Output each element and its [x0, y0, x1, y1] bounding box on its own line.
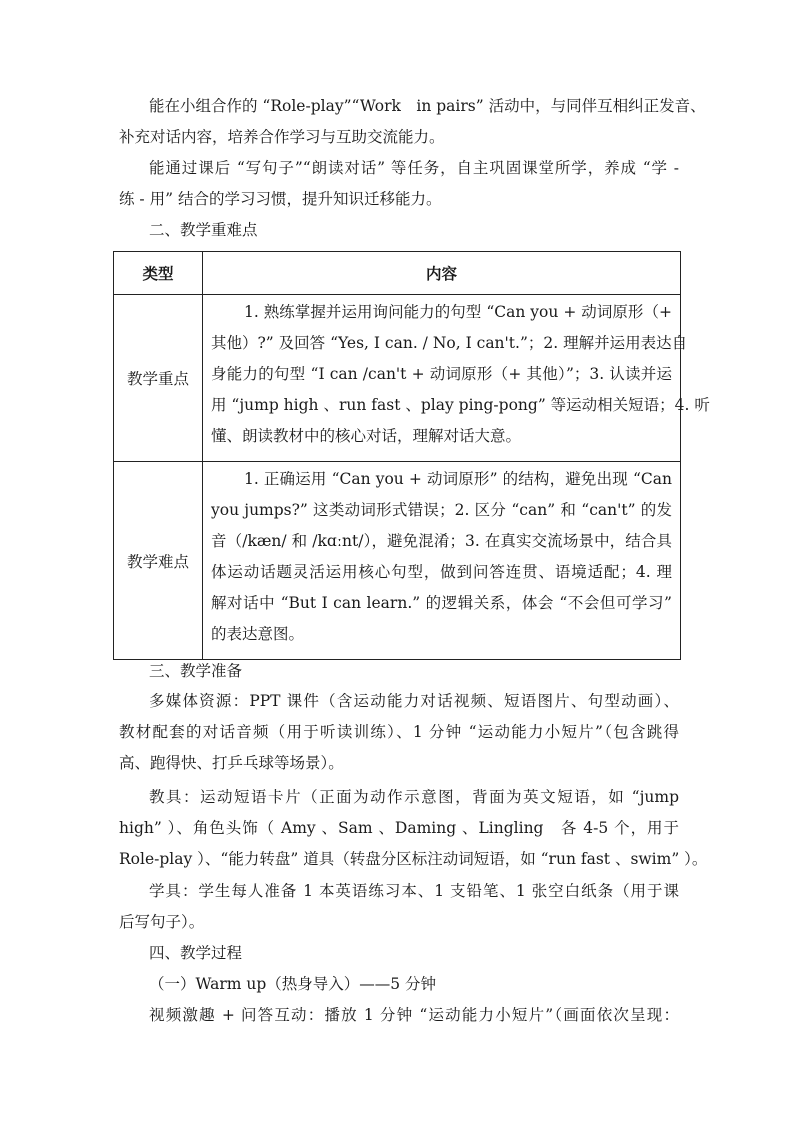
paragraph-line: 练 - 用” 结合的学习习惯，提升知识迁移能力。 — [119, 190, 442, 208]
paragraph-line: 补充对话内容，培养合作学习与互助交流能力。 — [119, 128, 445, 146]
key-points-table — [113, 251, 710, 660]
row-type-cell: 教学重点 — [114, 295, 203, 462]
cell-line: 用 “jump high 、run fast 、play ping-pong” 等运动相关短语；4. 听 — [211, 396, 710, 414]
cell-line: 其他）?” 及回答 “Yes, I can. / No, I can't.”；2. 理解并运用表达自 — [211, 334, 688, 352]
cell-line: 解对话中 “But I can learn.” 的逻辑关系，体会 “不会但可学习” — [211, 594, 672, 612]
cell-line: 懂、朗读教材中的核心对话，理解对话大意。 — [211, 427, 522, 445]
cell-line: 音（/kæn/ 和 /kɑːnt/），避免混淆；3. 在真实交流场景中，结合具 — [211, 532, 672, 550]
table-row — [114, 462, 681, 660]
paragraph-line: 能在小组合作的 “Role-play”“Work in pairs” 活动中，与同伴互相纠正发音、 — [149, 97, 706, 115]
cell-line: 1. 正确运用 “Can you + 动词原形” 的结构，避免出现 “Can — [244, 470, 672, 488]
section-heading: 四、教学过程 — [149, 944, 243, 962]
table-header-content: 内容 — [203, 252, 681, 295]
table-header-row — [114, 252, 681, 295]
cell-line: you jumps?” 这类动词形式错误；2. 区分 “can” 和 “can't” 的发 — [211, 501, 672, 519]
section-heading: 三、教学准备 — [149, 662, 243, 680]
table-header-type: 类型 — [114, 252, 203, 295]
row-type-cell: 教学难点 — [114, 462, 203, 660]
paragraph-line: 多媒体资源：PPT 课件（含运动能力对话视频、短语图片、句型动画）、 — [149, 692, 679, 710]
row-content-cell — [203, 462, 681, 660]
paragraph-line: 视频激趣 + 问答互动：播放 1 分钟 “运动能力小短片”（画面依次呈现： — [149, 1006, 679, 1024]
cell-line: 体运动话题灵活运用核心句型，做到问答连贯、语境适配；4. 理 — [211, 563, 672, 581]
paragraph-line: 学具：学生每人准备 1 本英语练习本、1 支铅笔、1 张空白纸条（用于课 — [149, 882, 679, 900]
row-content-cell — [203, 295, 710, 462]
cell-line: 的表达意图。 — [211, 625, 305, 643]
paragraph-line: high” ）、角色头饰（ Amy 、Sam 、Daming 、Lingling 各 4-5 个，用于 — [119, 819, 679, 837]
paragraph-line: 教材配套的对话音频（用于听读训练）、1 分钟 “运动能力小短片”（包含跳得 — [119, 723, 679, 741]
table-row — [114, 295, 681, 462]
paragraph-line: 能通过课后 “写句子”“朗读对话” 等任务，自主巩固课堂所学，养成 “学 - — [149, 159, 679, 177]
paragraph-line: 后写句子）。 — [119, 913, 205, 931]
paragraph-line: 高、跑得快、打乒乓球等场景）。 — [119, 754, 344, 772]
cell-line: 1. 熟练掌握并运用询问能力的句型 “Can you + 动词原形（+ — [244, 303, 672, 321]
paragraph-line: 教具：运动短语卡片（正面为动作示意图，背面为英文短语，如 “jump — [149, 788, 679, 806]
cell-line: 身能力的句型 “I can /can't + 动词原形（+ 其他）”；3. 认读并运 — [211, 365, 672, 383]
paragraph-line: Role-play ）、“能力转盘” 道具（转盘分区标注动词短语，如 “run fast 、swim” ）。 — [119, 850, 708, 868]
subsection-heading: （一）Warm up（热身导入）——5 分钟 — [149, 975, 437, 993]
section-heading: 二、教学重难点 — [149, 221, 258, 239]
